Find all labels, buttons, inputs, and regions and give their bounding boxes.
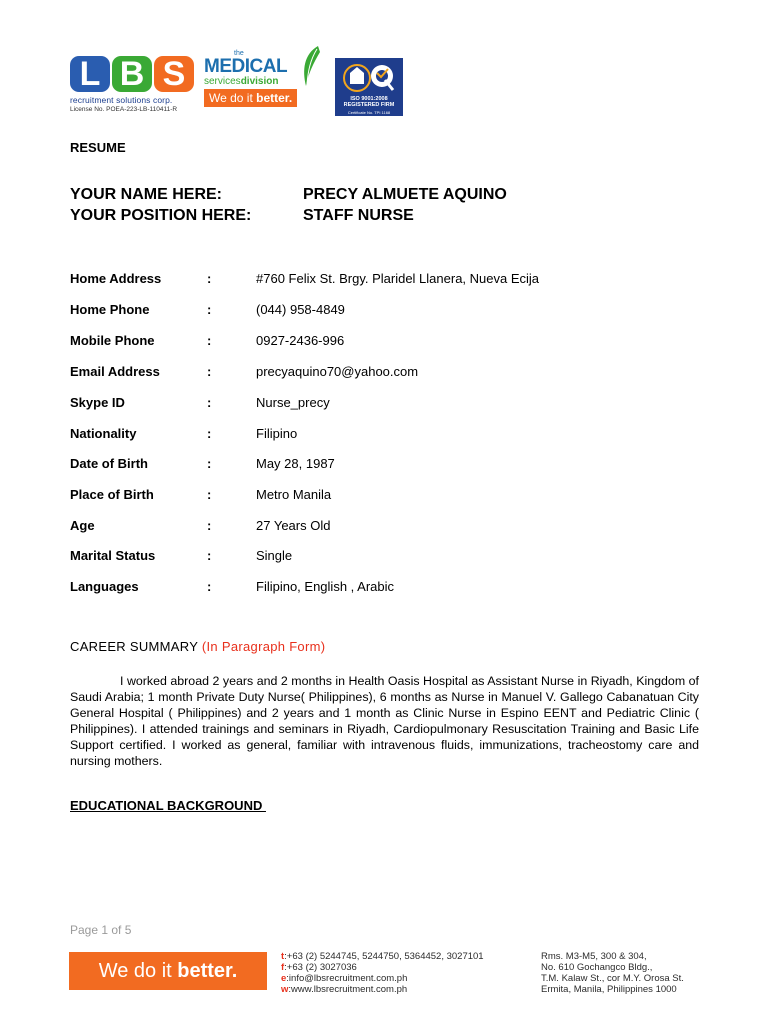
name-label: YOUR NAME HERE:	[70, 186, 223, 203]
date-of-birth-value: May 28, 1987	[256, 456, 335, 471]
medical-logo-title: MEDICAL	[204, 56, 288, 77]
lbs-letter-b: B	[112, 56, 152, 92]
iso-line-2: REGISTERED FIRM	[343, 102, 395, 108]
languages-label: Languages	[70, 579, 139, 594]
career-summary-title: CAREER SUMMARY	[70, 639, 198, 654]
home-phone-label: Home Phone	[70, 302, 150, 317]
contact-phone	[281, 951, 484, 962]
medical-logo-tagline	[204, 89, 297, 107]
home-phone-value: (044) 958-4849	[256, 302, 345, 317]
info-colon: :	[207, 518, 212, 533]
position-label: YOUR POSITION HERE:	[70, 207, 252, 224]
info-colon: :	[207, 548, 212, 563]
contact-website	[281, 984, 484, 995]
age-value: 27 Years Old	[256, 518, 331, 533]
lbs-logo	[70, 56, 198, 120]
contact-value[interactable]: :www.lbsrecruitment.com.ph	[288, 984, 408, 995]
info-colon: :	[207, 456, 212, 471]
address-line: Ermita, Manila, Philippines 1000	[541, 984, 677, 995]
info-colon: :	[207, 333, 212, 348]
marital-status-value: Single	[256, 548, 293, 563]
address-line: No. 610 Gochangco Bldg.,	[541, 962, 653, 973]
address-line: Rms. M3-M5, 300 & 304,	[541, 951, 647, 962]
resume-heading: RESUME	[70, 140, 126, 155]
footer-tagline-bold: better.	[177, 960, 238, 982]
place-of-birth-label: Place of Birth	[70, 487, 154, 502]
contact-value: :+63 (2) 5244745, 5244750, 5364452, 3027101	[284, 951, 484, 962]
date-of-birth-label: Date of Birth	[70, 456, 148, 471]
marital-status-label: Marital Status	[70, 548, 156, 563]
educational-background-heading: EDUCATIONAL BACKGROUND	[70, 798, 266, 813]
footer-contact-info	[281, 951, 484, 995]
contact-key: f	[281, 962, 285, 973]
position-value: STAFF NURSE	[303, 207, 414, 224]
lbs-letter-l: L	[70, 56, 110, 92]
info-colon: :	[207, 426, 212, 441]
footer-address	[541, 951, 684, 995]
contact-value[interactable]: :info@lbsrecruitment.com.ph	[286, 973, 408, 984]
contact-email	[281, 973, 484, 984]
lbs-letters	[70, 56, 198, 92]
skype-id-value: Nurse_precy	[256, 395, 330, 410]
contact-key: e	[281, 973, 287, 984]
career-summary-note: (In Paragraph Form)	[201, 639, 326, 654]
mobile-phone-label: Mobile Phone	[70, 333, 155, 348]
address-line: T.M. Kalaw St., cor M.Y. Orosa St.	[541, 973, 684, 984]
home-address-value: #760 Felix St. Brgy. Plaridel Llanera, Nueva Ecija	[256, 271, 540, 286]
medical-logo-services: services	[204, 76, 241, 87]
contact-value: :+63 (2) 3027036	[284, 962, 357, 973]
email-address-label: Email Address	[70, 364, 160, 379]
contact-key: w	[281, 984, 289, 995]
nationality-value: Filipino	[256, 426, 298, 441]
lbs-license-number: License No. POEA-223-LB-110411-R	[70, 106, 178, 113]
footer-tagline	[69, 952, 267, 990]
footer-tagline-plain: We do it	[98, 960, 178, 982]
info-colon: :	[207, 302, 212, 317]
email-address-value[interactable]: precyaquino70@yahoo.com	[256, 364, 419, 379]
home-address-label: Home Address	[70, 271, 162, 286]
lbs-company-name: recruitment solutions corp.	[70, 95, 173, 105]
nationality-label: Nationality	[70, 426, 137, 441]
medical-logo-the: the	[234, 50, 244, 57]
info-colon: :	[207, 271, 212, 286]
name-value: PRECY ALMUETE AQUINO	[303, 186, 507, 203]
career-summary-text: I worked abroad 2 years and 2 months in Health Oasis Hospital as Assistant Nurse in Riyadh, Kingdom of Saudi Arabia; 1 month Private Duty Nurse( Philippines), 6 months as Nurse in Manuel V. Gallego Cabanatuan City General Hospital ( Philippines) and 2 years and 1 month as Clinic Nurse in Espino EENT and Pediatric Clinic ( Philippines). I attended trainings and seminars in Riyadh, Cardiopulmonary Resuscitation Training and Basic Life Support certified. I worked as general, familiar with intravenous fluids, immunizations, tracheostomy care and nursing mothers.	[70, 674, 699, 768]
iso-certification-logo	[335, 58, 403, 116]
age-label: Age	[70, 518, 95, 533]
career-summary-paragraph	[70, 673, 699, 769]
info-colon: :	[207, 487, 212, 502]
contact-fax	[281, 962, 484, 973]
medical-logo-division: division	[240, 76, 279, 87]
career-summary-heading	[70, 639, 325, 654]
info-colon: :	[207, 395, 212, 410]
languages-value: Filipino, English , Arabic	[256, 579, 395, 594]
iso-certificate-number: Certificate No. TPI 1168	[347, 110, 391, 115]
iso-emblem-icon	[335, 58, 403, 98]
leaf-icon	[300, 44, 322, 88]
contact-key: t	[281, 951, 285, 962]
iso-line-1: ISO 9001:2008	[350, 96, 388, 102]
medical-tagline-bold: better.	[256, 91, 293, 105]
lbs-letter-s: S	[154, 56, 194, 92]
medical-tagline-plain: We do it	[209, 91, 257, 105]
place-of-birth-value: Metro Manila	[256, 487, 332, 502]
info-colon: :	[207, 579, 212, 594]
iso-label	[335, 96, 403, 108]
mobile-phone-value: 0927-2436-996	[256, 333, 345, 348]
skype-id-label: Skype ID	[70, 395, 125, 410]
page-number: Page 1 of 5	[70, 923, 132, 937]
info-colon: :	[207, 364, 212, 379]
